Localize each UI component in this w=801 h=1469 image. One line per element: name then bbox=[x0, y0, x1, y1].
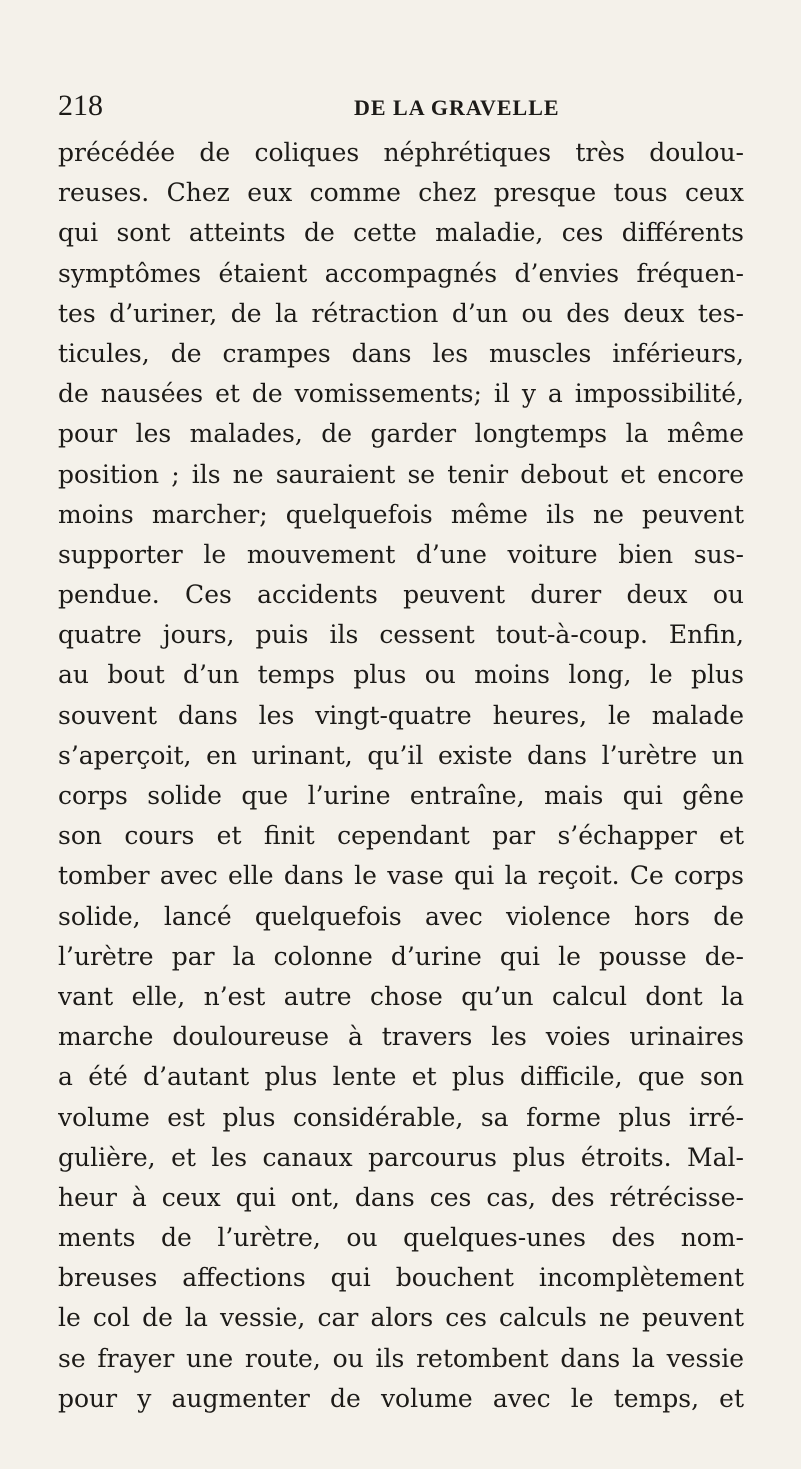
text-line: se frayer une route, ou ils retombent dans la vessie bbox=[58, 1343, 744, 1373]
text-line: pour y augmenter de volume avec le temps, et bbox=[58, 1383, 744, 1413]
text-line: vant elle, n’est autre chose qu’un calcul dont la bbox=[58, 981, 744, 1011]
text-line: heur à ceux qui ont, dans ces cas, des rétrécisse- bbox=[58, 1182, 744, 1212]
text-line: qui sont atteints de cette maladie, ces différents bbox=[58, 218, 744, 248]
page-header bbox=[58, 88, 744, 128]
text-line: l’urètre par la colonne d’urine qui le pousse de- bbox=[58, 941, 744, 971]
page-number: 218 bbox=[58, 89, 103, 122]
text-line: tomber avec elle dans le vase qui la reçoit. Ce corps bbox=[58, 861, 744, 891]
text-line: volume est plus considérable, sa forme plus irré- bbox=[58, 1102, 744, 1132]
text-line: reuses. Chez eux comme chez presque tous ceux bbox=[58, 178, 744, 208]
text-line: de nausées et de vomissements; il y a impossibilité, bbox=[58, 379, 744, 409]
text-line: corps solide que l’urine entraîne, mais qui gêne bbox=[58, 781, 744, 810]
text-line: tes d’uriner, de la rétraction d’un ou des deux tes- bbox=[58, 298, 744, 328]
text-line: solide, lancé quelquefois avec violence hors de bbox=[58, 901, 744, 931]
text-line: le col de la vessie, car alors ces calculs ne peuvent bbox=[58, 1303, 744, 1333]
text-line: breuses affections qui bouchent incomplètement bbox=[58, 1263, 744, 1293]
text-line: s’aperçoit, en urinant, qu’il existe dans l’urètre un bbox=[58, 740, 744, 770]
text-line: supporter le mouvement d’une voiture bien sus- bbox=[58, 539, 744, 569]
text-line: position ; ils ne sauraient se tenir debout et encore bbox=[58, 459, 744, 489]
text-line: ments de l’urètre, ou quelques-unes des nom- bbox=[58, 1223, 744, 1253]
text-line: précédée de coliques néphrétiques très doulou- bbox=[58, 138, 744, 167]
running-head: DE LA GRAVELLE bbox=[354, 95, 560, 120]
text-line: ticules, de crampes dans les muscles inférieurs, bbox=[58, 338, 744, 368]
text-line: moins marcher; quelquefois même ils ne peuvent bbox=[58, 499, 744, 529]
text-line: marche douloureuse à travers les voies urinaires bbox=[58, 1022, 744, 1052]
text-line: pendue. Ces accidents peuvent durer deux ou bbox=[58, 580, 744, 610]
text-line: gulière, et les canaux parcourus plus étroits. Mal- bbox=[58, 1142, 744, 1172]
text-line: quatre jours, puis ils cessent tout-à-coup. Enfin, bbox=[58, 620, 744, 650]
text-line: pour les malades, de garder longtemps la même bbox=[58, 419, 744, 449]
text-line: a été d’autant plus lente et plus difficile, que son bbox=[58, 1062, 744, 1092]
body-text bbox=[58, 133, 744, 1419]
text-line: au bout d’un temps plus ou moins long, le plus bbox=[58, 660, 744, 690]
text-line: symptômes étaient accompagnés d’envies fréquen- bbox=[58, 258, 744, 288]
text-line: son cours et finit cependant par s’échapper et bbox=[58, 821, 744, 851]
text-line: souvent dans les vingt-quatre heures, le malade bbox=[58, 700, 744, 730]
